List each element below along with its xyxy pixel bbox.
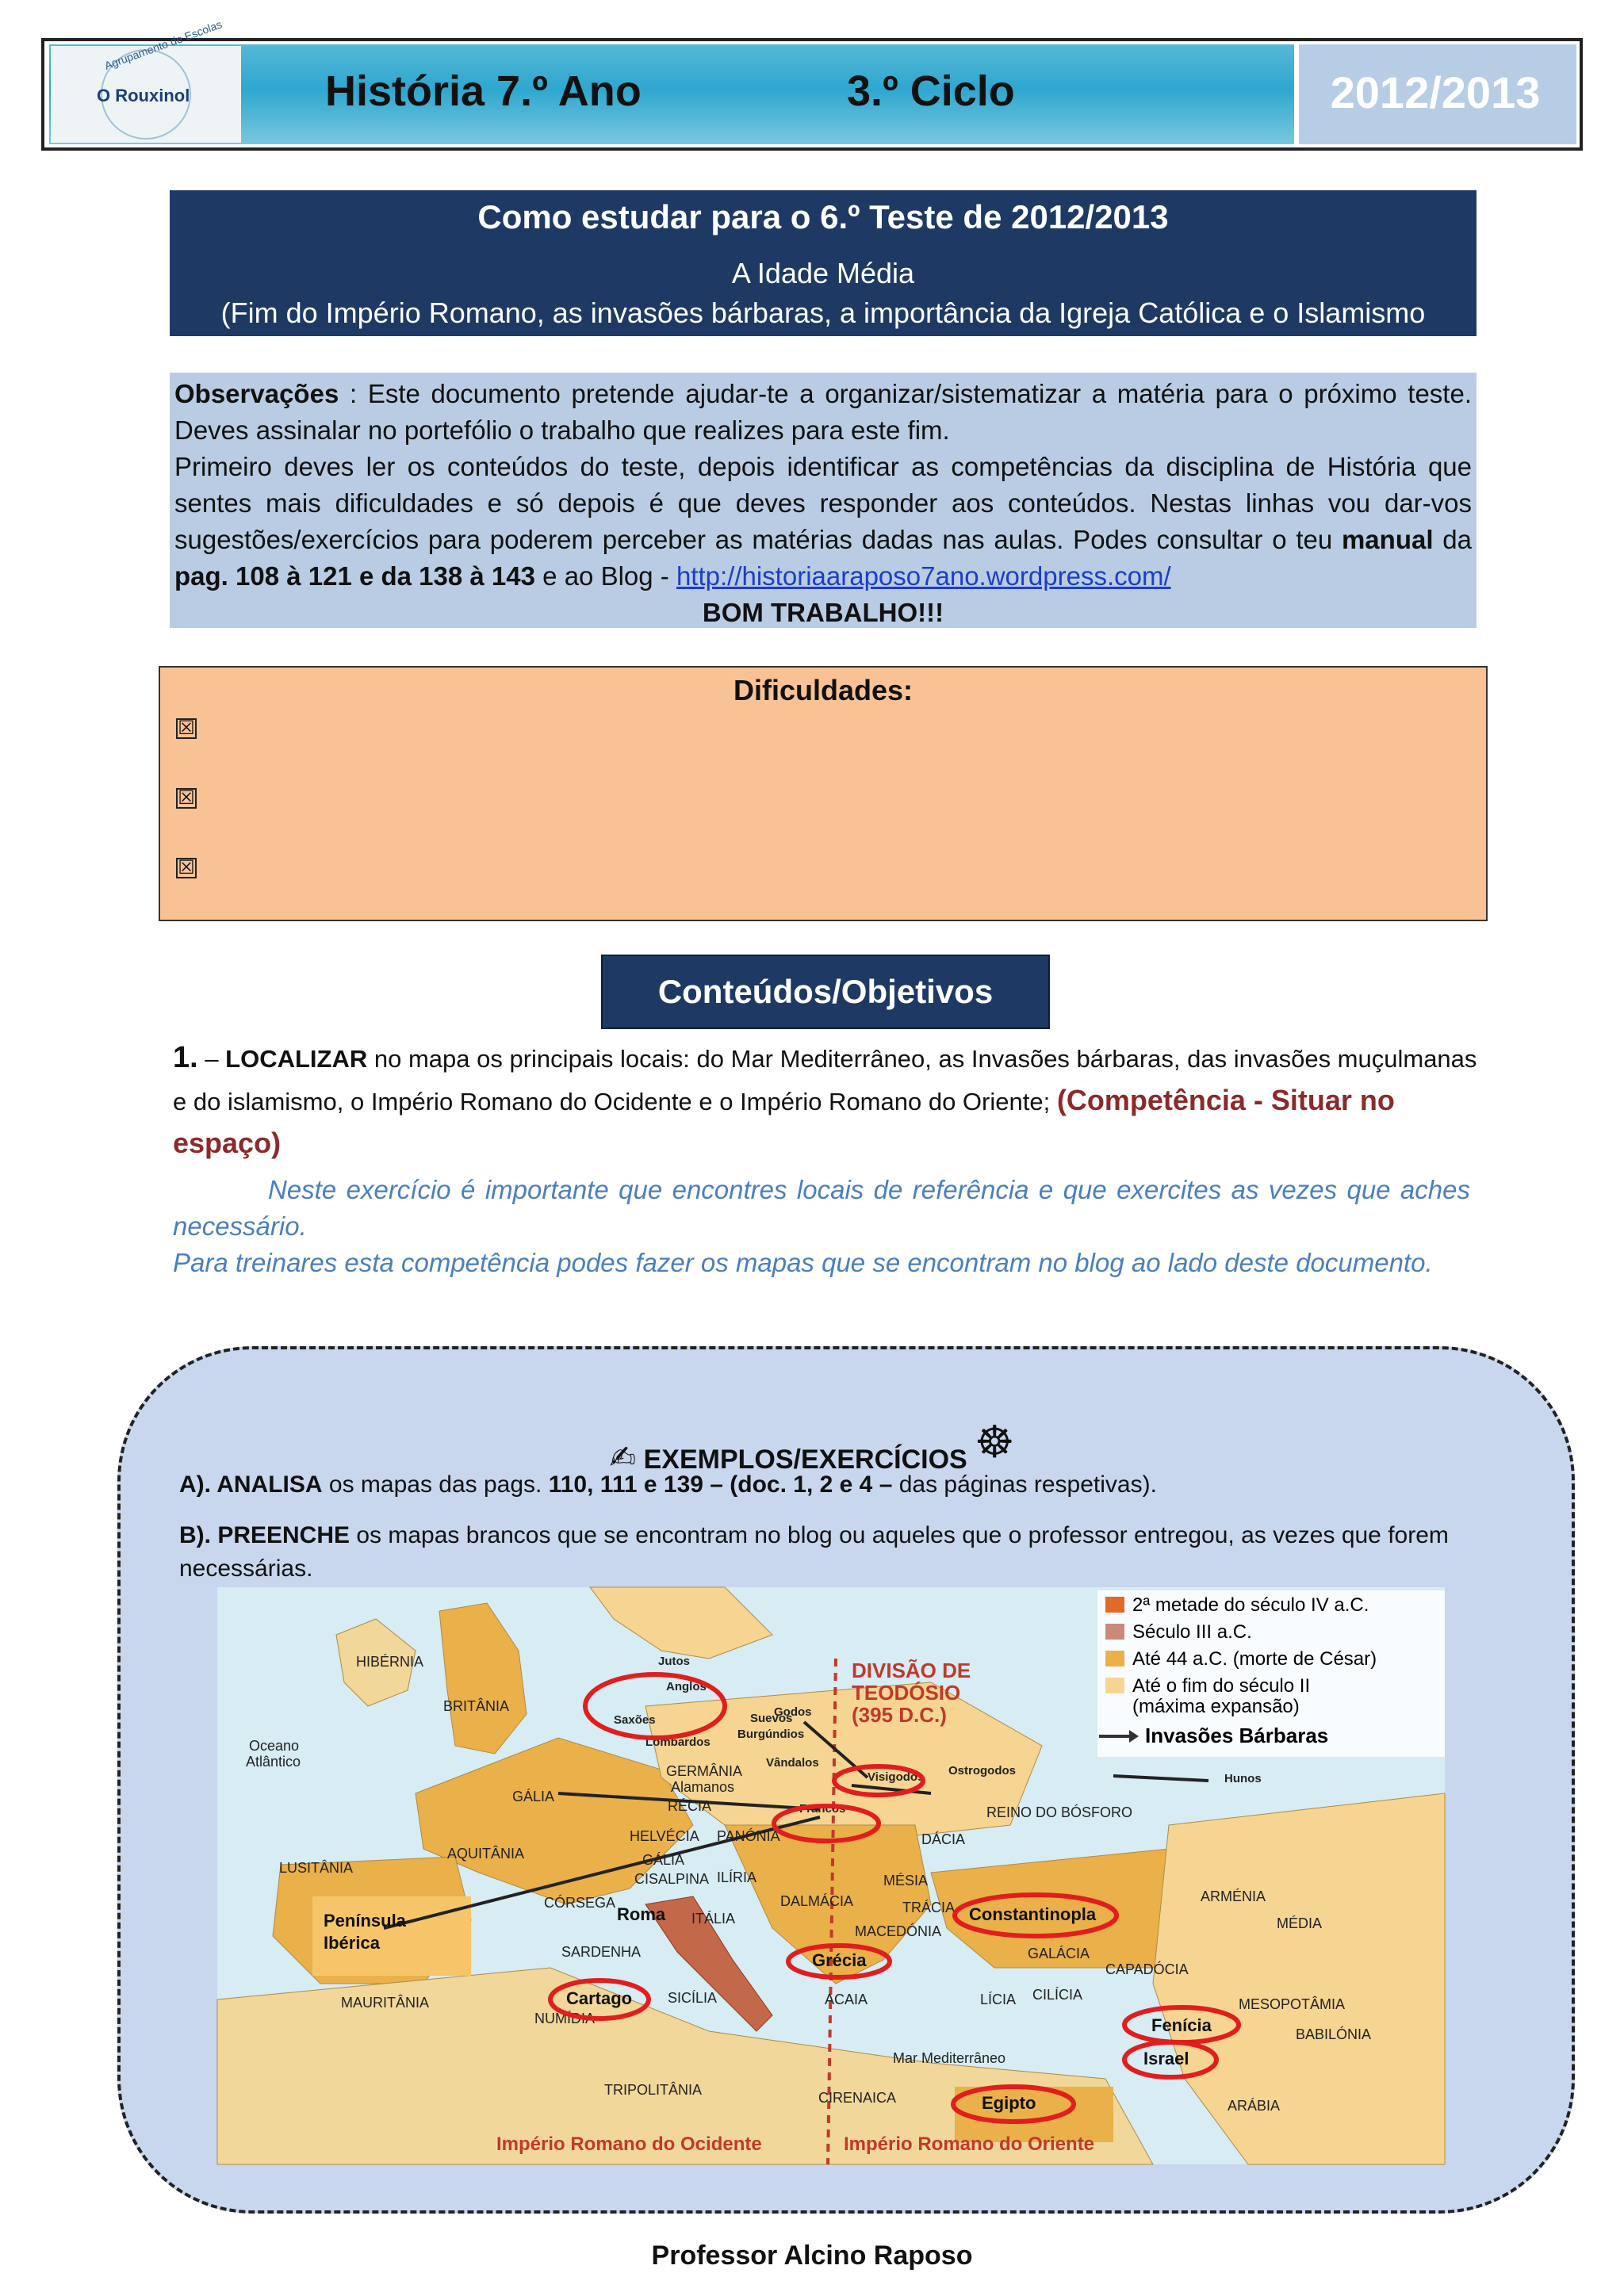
people-label: Anglos xyxy=(666,1680,707,1693)
legend-item-6: Invasões Bárbaras xyxy=(1145,1724,1329,1747)
legend-swatch-2 xyxy=(1105,1624,1124,1640)
people-label: Vândalos xyxy=(766,1756,819,1770)
legend-item-3: Até 44 a.C. (morte de César) xyxy=(1132,1648,1377,1670)
region-label: MESOPOTÂMIA xyxy=(1239,1996,1346,2012)
people-label: Saxões xyxy=(614,1713,656,1727)
legend-item-4: Até o fim do século II xyxy=(1132,1675,1311,1697)
difficulty-checkbox-2[interactable]: ☒ xyxy=(176,788,197,809)
blog-link[interactable]: http://historiaaraposo7ano.wordpress.com/ xyxy=(676,561,1171,591)
region-label: CIRENAICA xyxy=(818,2090,897,2106)
region-label: MÉSIA xyxy=(883,1873,929,1888)
manual-word: manual xyxy=(1341,525,1434,554)
observations-text-1: : Este documento pretende ajudar-te a organizar/sistematizar a matéria para o próximo teste. Deves assinalar no portefólio o trabalho que realizes para este fim. xyxy=(174,379,1472,445)
legend-swatch-3 xyxy=(1105,1651,1124,1667)
region-label: MAURITÂNIA xyxy=(341,1995,430,2011)
people-label: Suevos xyxy=(750,1712,793,1725)
division-label-1: DIVISÃO DE xyxy=(852,1659,971,1682)
people-label: Hunos xyxy=(1224,1772,1262,1785)
region-label: HIBÉRNIA xyxy=(356,1654,424,1670)
people-label: Godos xyxy=(774,1705,812,1719)
header-year: 2012/2013 xyxy=(1330,67,1541,117)
author-footer: Professor Alcino Raposo xyxy=(651,2241,973,2271)
region-label: CÓRSEGA xyxy=(544,1895,616,1911)
blog-prefix: e ao Blog - xyxy=(535,561,676,591)
exercise-b-text: os mapas brancos que se encontram no blog ou aqueles que o professor entregou, as vezes que forem necessárias. xyxy=(179,1522,1449,1582)
page-title: Como estudar para o 6.º Teste de 2012/2013 xyxy=(477,198,1169,235)
observations-paragraph-1 xyxy=(174,376,1472,449)
place-label: Israel xyxy=(1143,2049,1189,2068)
region-label: GÁLIA xyxy=(512,1789,555,1804)
people-label: Francos xyxy=(799,1802,846,1816)
region-label: LUSITÂNIA xyxy=(279,1860,354,1876)
region-label: ITÁLIA xyxy=(691,1911,736,1927)
observations-label: Observações xyxy=(174,379,339,408)
exercise-a-text-2: das páginas respetivas). xyxy=(892,1471,1157,1498)
page-subtitle: A Idade Média xyxy=(731,257,915,289)
place-label: Egipto xyxy=(982,2093,1036,2113)
title-block xyxy=(170,190,1477,336)
empire-west-label: Império Romano do Ocidente xyxy=(496,2133,762,2155)
place-label: Ibérica xyxy=(324,1933,380,1953)
region-label: AQUITÂNIA xyxy=(447,1846,525,1862)
objective-verb: LOCALIZAR xyxy=(225,1045,368,1073)
good-work-text: BOM TRABALHO!!! xyxy=(702,598,944,627)
region-label: GALÁCIA xyxy=(1028,1946,1090,1961)
header-subject: História 7.º Ano xyxy=(325,67,642,115)
difficulties-box xyxy=(159,666,1488,921)
region-label: DÁCIA xyxy=(921,1831,966,1847)
exercise-a-text-1: os mapas das pags. xyxy=(322,1471,549,1498)
contents-objectives-heading: Conteúdos/Objetivos xyxy=(601,955,1050,1029)
region-label: RÉCIA xyxy=(668,1798,712,1814)
exercise-b xyxy=(179,1519,1480,1586)
division-label-2: TEODÓSIO xyxy=(852,1681,961,1705)
examples-title: EXEMPLOS/EXERCÍCIOS xyxy=(643,1445,967,1475)
legend-item-1: 2ª metade do século IV a.C. xyxy=(1132,1594,1369,1616)
tip-paragraph-1: Neste exercício é importante que encontres locais de referência e que exercites as vezes que aches necessário. xyxy=(173,1175,1470,1241)
place-label: Roma xyxy=(617,1904,666,1924)
manual-pages: pag. 108 à 121 e da 138 à 143 xyxy=(174,561,535,591)
page-topics: (Fim do Império Romano, as invasões bárbaras, a importância da Igreja Católica e o Islamismo xyxy=(220,297,1426,329)
exercise-a xyxy=(179,1471,1480,1498)
region-label: MÉDIA xyxy=(1277,1915,1323,1931)
region-label: DALMÁCIA xyxy=(780,1893,854,1909)
tip-paragraph-2: Para treinares esta competência podes fazer os mapas que se encontram no blog ao lado deste documento. xyxy=(173,1248,1433,1277)
place-label: Cartago xyxy=(566,1988,633,2008)
people-label: Ostrogodos xyxy=(948,1764,1016,1777)
region-label: GÁLIA xyxy=(642,1852,685,1868)
region-label: BRITÂNIA xyxy=(443,1698,510,1714)
people-label: Jutos xyxy=(658,1655,691,1668)
pencil-icon: ✍ xyxy=(609,1441,637,1475)
region-label: GERMÂNIA xyxy=(666,1763,743,1779)
difficulty-checkbox-3[interactable]: ☒ xyxy=(176,858,197,878)
legend-item-2: Século III a.C. xyxy=(1132,1621,1252,1643)
legend-swatch-1 xyxy=(1105,1597,1124,1613)
legend-swatch-4 xyxy=(1105,1678,1124,1693)
observations-da: da xyxy=(1433,525,1472,554)
objective-dash: – xyxy=(197,1045,226,1073)
logo-arc-text: Agrupamento de Escolas xyxy=(102,17,224,72)
place-label: Península xyxy=(324,1911,406,1931)
region-label: ARMÉNIA xyxy=(1201,1888,1266,1904)
place-label: Constantinopla xyxy=(969,1904,1097,1924)
exercise-a-pages: 110, 111 e 139 – (doc. 1, 2 e 4 – xyxy=(548,1471,893,1498)
exercise-b-label: B). PREENCHE xyxy=(179,1522,350,1548)
region-label: Atlântico xyxy=(246,1754,301,1770)
region-label: SICÍLIA xyxy=(668,1990,718,2006)
region-label: REINO DO BÓSFORO xyxy=(986,1804,1133,1820)
empire-east-label: Império Romano do Oriente xyxy=(844,2133,1095,2155)
region-label: HELVÉCIA xyxy=(630,1828,699,1844)
exercise-a-label: A). ANALISA xyxy=(179,1471,323,1498)
dharma-wheel-icon: ☸ xyxy=(975,1417,1015,1467)
region-label: CISALPINA xyxy=(634,1871,710,1887)
observations-box xyxy=(170,373,1477,628)
competence-text: Competência - Situar no espaço) xyxy=(173,1084,1395,1159)
region-label: SARDENHA xyxy=(561,1944,642,1960)
objective-text: no mapa os principais locais: do Mar Mediterrâneo, as Invasões bárbaras, das invasões muçulmanas e do islamismo, o Império Romano do Ocidente e o Império Romano do Oriente; xyxy=(173,1045,1477,1115)
region-label: MACEDÓNIA xyxy=(855,1923,942,1939)
logo-text: O Rouxinol xyxy=(97,86,190,105)
difficulty-checkbox-1[interactable]: ☒ xyxy=(176,718,197,739)
competence-paren: ( xyxy=(1056,1084,1067,1116)
difficulties-title: Dificuldades: xyxy=(733,674,914,706)
region-label: TRIPOLITÂNIA xyxy=(604,2082,703,2098)
objective-number: 1. xyxy=(173,1041,198,1074)
place-label: Fenícia xyxy=(1151,2015,1212,2035)
people-label: Burgúndios xyxy=(737,1728,805,1741)
place-label: Grécia xyxy=(812,1950,867,1970)
people-label: Lombardos xyxy=(645,1735,710,1749)
region-label: CAPADÓCIA xyxy=(1105,1961,1189,1977)
region-label: NUMÍDIA xyxy=(534,2011,595,2026)
study-tip xyxy=(173,1172,1470,1281)
map-legend xyxy=(1097,1590,1445,1757)
roman-empire-map xyxy=(217,1587,1445,2164)
region-label: ILÍRIA xyxy=(717,1869,757,1885)
region-label: PANÓNIA xyxy=(717,1828,780,1844)
region-label: Oceano xyxy=(249,1738,300,1754)
objective-1 xyxy=(173,1037,1489,1165)
legend-item-5: (máxima expansão) xyxy=(1132,1696,1300,1717)
region-label: Mar Mediterrâneo xyxy=(893,2050,1006,2066)
region-label: CILÍCIA xyxy=(1032,1987,1083,2003)
header-cycle: 3.º Ciclo xyxy=(847,67,1015,115)
people-label: Visigodos xyxy=(868,1770,925,1784)
region-label: BABILÓNIA xyxy=(1296,2026,1372,2042)
region-label: TRÁCIA xyxy=(902,1900,956,1915)
school-logo xyxy=(51,17,241,143)
observations-paragraph-2 xyxy=(174,449,1472,595)
division-label-3: (395 D.C.) xyxy=(852,1703,947,1727)
observations-text-2: Primeiro deves ler os conteúdos do teste, depois identificar as competências da disciplina de História que sentes mais dificuldades e só depois é que deves responder aos conteúdos. Nestas linhas vou dar-vos sugestões/exercícios para poderem perceber as matérias dadas nas aulas. Podes consultar o teu xyxy=(174,452,1472,554)
region-label: LÍCIA xyxy=(980,1992,1017,2007)
region-label: ACAIA xyxy=(825,1992,868,2007)
region-label: ARÁBIA xyxy=(1228,2098,1281,2114)
region-label: Alamanos xyxy=(671,1779,735,1795)
